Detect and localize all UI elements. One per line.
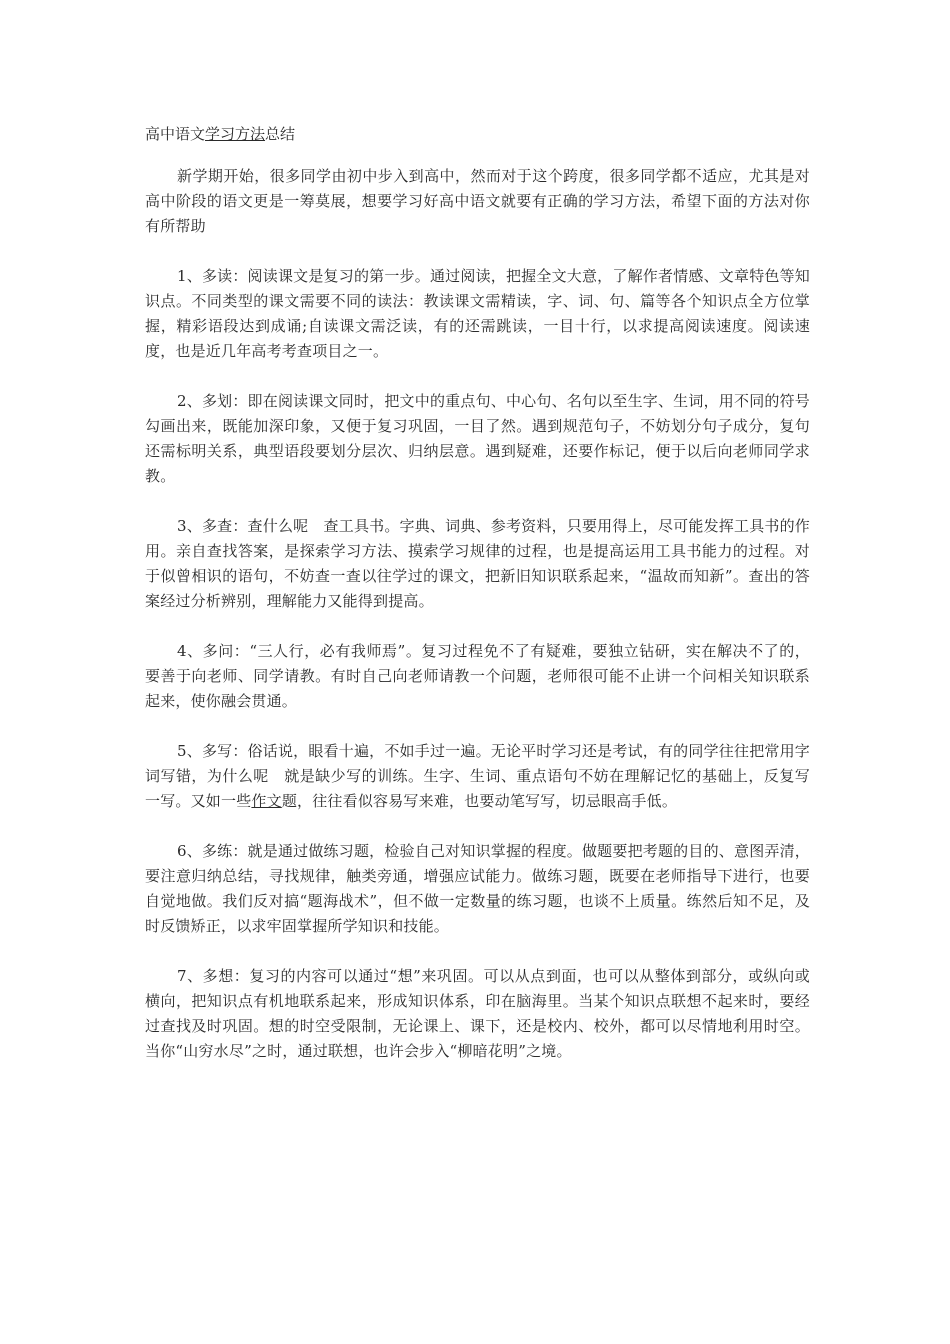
paragraph-item-2: 2、多划：即在阅读课文同时，把文中的重点句、中心句、名句以至生字、生词，用不同的符号勾画出来，既能加深印象，又便于复习巩固，一目了然。遇到规范句子，不妨划分句子成分，复句还需标明关系，典型语段要划分层次、归纳层意。遇到疑难，还要作标记，便于以后向老师同学求教。 [145, 392, 810, 485]
title-text-before: 高中语文 [145, 125, 206, 143]
document-title [145, 122, 810, 146]
item5-text-after: 题，往往看似容易写来难，也要动笔写写，切忌眼高手低。 [281, 792, 678, 810]
item5-text-before: 5、多写：俗话说，眼看十遍，不如手过一遍。无论平时学习还是考试，有的同学往往把常用字词写错，为什么呢 就是缺少写的训练。生字、生词、重点语句不妨在理解记忆的基础上，反复写一写。又如一些 [145, 742, 810, 810]
composition-link[interactable]: 作文 [251, 792, 282, 810]
paragraph-item-1: 1、多读：阅读课文是复习的第一步。通过阅读，把握全文大意，了解作者情感、文章特色等知识点。不同类型的课文需要不同的读法：教读课文需精读，字、词、句、篇等各个知识点全方位掌握，精彩语段达到成诵;自读课文需泛读，有的还需跳读，一目十行，以求提高阅读速度。阅读速度，也是近几年高考考查项目之一。 [145, 267, 810, 360]
paragraph-item-6: 6、多练：就是通过做练习题，检验自己对知识掌握的程度。做题要把考题的目的、意图弄清，要注意归纳总结，寻找规律，触类旁通，增强应试能力。做练习题，既要在老师指导下进行，也要自觉地做。我们反对搞“题海战术”，但不做一定数量的练习题，也谈不上质量。练然后知不足，及时反馈矫正，以求牢固掌握所学知识和技能。 [145, 842, 810, 935]
paragraph-item-3: 3、多查：查什么呢 查工具书。字典、词典、参考资料，只要用得上，尽可能发挥工具书的作用。亲自查找答案，是探索学习方法、摸索学习规律的过程，也是提高运用工具书能力的过程。对于似曾相识的语句，不妨查一查以往学过的课文，把新旧知识联系起来，“温故而知新”。查出的答案经过分析辨别，理解能力又能得到提高。 [145, 517, 810, 610]
title-link-study-methods[interactable]: 学习方法 [205, 125, 266, 143]
intro-paragraph: 新学期开始，很多同学由初中步入到高中，然而对于这个跨度，很多同学都不适应，尤其是对高中阶段的语文更是一筹莫展，想要学习好高中语文就要有正确的学习方法，希望下面的方法对你有所帮助 [145, 167, 810, 235]
document-page [145, 122, 810, 1089]
paragraph-item-7: 7、多想：复习的内容可以通过“想”来巩固。可以从点到面，也可以从整体到部分，或纵向或横向，把知识点有机地联系起来，形成知识体系，印在脑海里。当某个知识点联想不起来时，要经过查找及时巩固。想的时空受限制，无论课上、课下，还是校内、校外，都可以尽情地利用时空。当你“山穷水尽”之时，通过联想，也许会步入“柳暗花明”之境。 [145, 967, 810, 1060]
paragraph-item-4: 4、多问：“三人行，必有我师焉”。复习过程免不了有疑难，要独立钻研，实在解决不了的，要善于向老师、同学请教。有时自己向老师请教一个问题，老师很可能不止讲一个问相关知识联系起来，使你融会贯通。 [145, 642, 810, 710]
title-text-after: 总结 [265, 125, 296, 143]
paragraph-item-5 [145, 739, 810, 814]
